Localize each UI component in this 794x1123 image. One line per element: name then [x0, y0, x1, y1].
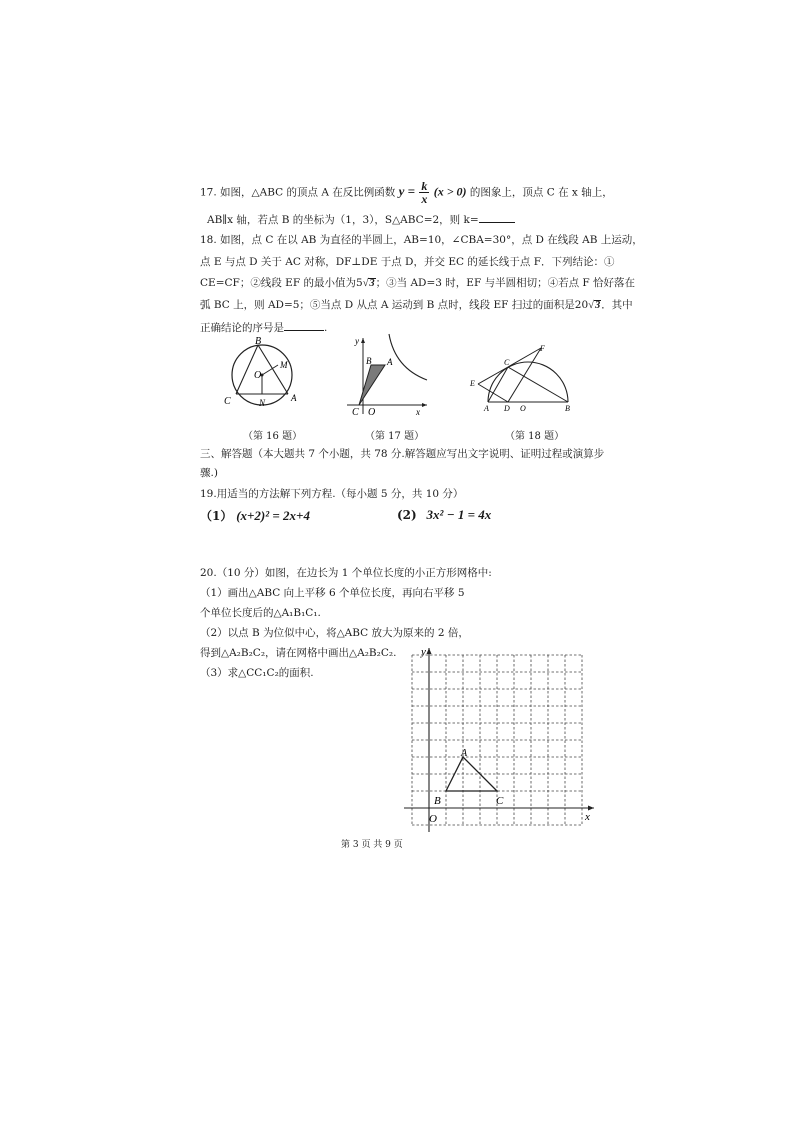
q18-line4-a: 弧 BC 上，则 AD=5；⑤当点 D 从点 A 运动到 B 点时，线段 EF 扫过的面积是20 — [200, 299, 589, 311]
fig18-label-d: D — [504, 404, 510, 413]
fig18-label-e: E — [470, 379, 475, 388]
q17-func-cond: (x > 0) — [433, 184, 467, 199]
q20-label-c: C — [496, 795, 504, 807]
q18-line4-c: ．其中 — [601, 299, 633, 311]
q18-line5: 正确结论的序号是 . — [200, 319, 327, 335]
q20-label-a: A — [461, 748, 468, 759]
fig16-label-o: O — [254, 370, 262, 381]
q19-part1 — [200, 507, 310, 524]
q17-line1-pre: 17. 如图，△ABC 的顶点 A 在反比例函数 — [200, 186, 396, 199]
fig18-label-b: B — [565, 404, 570, 413]
fig16-label-m: M — [280, 360, 288, 370]
q20-label-y: y — [421, 646, 426, 658]
figure-18 — [466, 342, 580, 414]
fig18-cf — [508, 348, 541, 367]
q17-line2-text: AB∥x 轴，若点 B 的坐标为（1，3），S△ABC=2，则 k= — [207, 214, 479, 226]
q20-s3: （3）求△CC₁C₂的面积. — [200, 667, 314, 679]
fig17-label-o: O — [368, 407, 376, 417]
fig18-label-o: O — [520, 404, 526, 413]
page-footer: 第 3 页 共 9 页 — [341, 840, 403, 850]
section3-line1: 三、解答题（本大题共 7 个小题，共 78 分.解答题应写出文字说明、证明过程或演算步 — [200, 448, 605, 460]
q20-s2a: （2）以点 B 为位似中心，将△ABC 放大为原来的 2 倍， — [200, 627, 469, 639]
q19-part2 — [397, 507, 491, 523]
fig18-caption: （第 18 题） — [505, 431, 565, 442]
fig17-hyperbola — [389, 334, 427, 380]
fig17-label-a: A — [387, 357, 393, 367]
q18-line1: 18. 如图，点 C 在以 AB 为直径的半圆上，AB=10，∠CBA=30°，点 D 在线段 AB 上运动， — [200, 234, 643, 246]
q18-line3: CE=CF；②线段 EF 的最小值为5√3；③当 AD=3 时，EF 与半圆相切；④若点 F 恰好落在 — [200, 277, 636, 289]
q19-part2-eq: 3x² − 1 = 4x — [426, 507, 492, 522]
fig16-label-c: C — [224, 396, 231, 407]
q20-s1b: 个单位长度后的△A₁B₁C₁. — [200, 607, 321, 619]
q18-sqrt-3a: 3 — [369, 278, 375, 289]
fig16-label-a: A — [291, 393, 297, 403]
q18-line3-a: CE=CF；②线段 EF 的最小值为5 — [200, 277, 363, 289]
q20-label-x: x — [585, 811, 590, 823]
q18-line5-text: 正确结论的序号是 — [200, 322, 284, 334]
fig18-ed — [478, 384, 508, 402]
fig16-label-b: B — [255, 336, 262, 347]
q17-func-fraction — [419, 180, 429, 205]
fig17-label-b: B — [366, 356, 372, 366]
q19-part1-num: （1） — [200, 509, 233, 523]
section3-line2: 骤.) — [200, 467, 218, 479]
q17-line1 — [200, 180, 613, 205]
q20-s2b: 得到△A₂B₂C₂，请在网格中画出△A₂B₂C₂. — [200, 647, 397, 659]
fig18-df — [508, 348, 541, 402]
fig17-label-y: y — [355, 336, 359, 346]
fig17-label-x: x — [416, 407, 420, 417]
q17-func-y: y = — [398, 183, 416, 199]
fig16-label-n: N — [259, 398, 266, 408]
q19-part1-eq: (x+2)² = 2x+4 — [236, 508, 310, 523]
figure-17 — [345, 332, 435, 417]
fig16-caption: （第 16 题） — [243, 431, 303, 442]
fig18-label-c: C — [504, 358, 510, 367]
q17-func-k: k — [421, 179, 428, 193]
fig18-label-f: F — [540, 344, 545, 353]
q20-title: 20.（10 分）如图，在边长为 1 个单位长度的小正方形网格中: — [200, 567, 492, 579]
fig18-label-a: A — [484, 404, 489, 413]
q18-answer-blank[interactable] — [284, 319, 324, 331]
q20-grid-figure — [400, 644, 600, 834]
figure-16 — [218, 332, 308, 412]
q18-line4: 弧 BC 上，则 AD=5；⑤当点 D 从点 A 运动到 B 点时，线段 EF 扫过的面积是20√3．其中 — [200, 299, 633, 311]
q19-title: 19.用适当的方法解下列方程.（每小题 5 分，共 10 分） — [200, 488, 464, 500]
fig17-label-c: C — [352, 407, 359, 417]
q17-func-x: x — [421, 192, 428, 206]
q17-answer-blank[interactable] — [479, 211, 515, 223]
q20-label-o: O — [429, 813, 437, 825]
q20-label-b: B — [434, 795, 441, 807]
q18-line2: 点 E 与点 D 关于 AC 对称，DF⊥DE 于点 D，并交 EC 的延长线于点 F．下列结论：① — [200, 256, 615, 268]
q18-line3-c: ；③当 AD=3 时，EF 与半圆相切；④若点 F 恰好落在 — [375, 277, 636, 289]
q18-sqrt-3b: 3 — [594, 300, 601, 311]
q20-s1a: （1）画出△ABC 向上平移 6 个单位长度，再向右平移 5 — [200, 587, 465, 599]
q19-part2-num: (2) — [397, 508, 417, 522]
fig17-caption: （第 17 题） — [365, 431, 425, 442]
fig18-cb — [508, 367, 568, 402]
q17-line2 — [207, 211, 515, 227]
q17-line1-post: 的图象上，顶点 C 在 x 轴上， — [469, 186, 613, 199]
